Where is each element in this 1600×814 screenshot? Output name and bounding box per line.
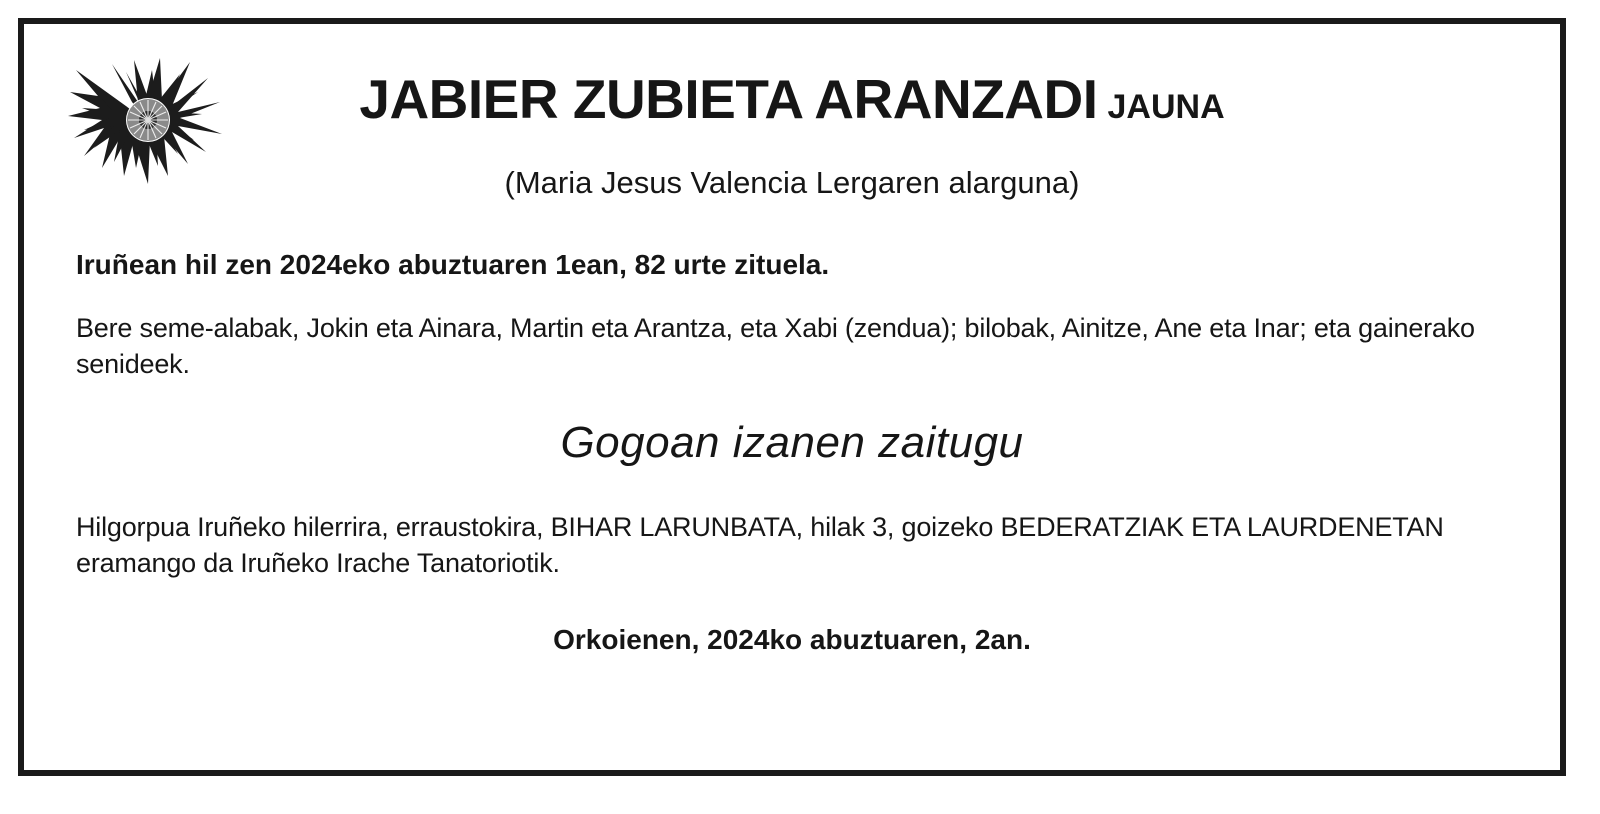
place-and-date: Orkoienen, 2024ko abuztuaren, 2an. <box>553 623 1031 655</box>
funeral-details: Hilgorpua Iruñeko hilerrira, erraustokira, BIHAR LARUNBATA, hilak 3, goizeko BEDERATZIAK ETA LAURDENETAN eramango da Iruñeko Irache Tanatoriotik. <box>76 512 1444 578</box>
memorial-phrase: Gogoan izanen zaitugu <box>560 418 1024 468</box>
death-announcement: Iruñean hil zen 2024eko abuztuaren 1ean, 82 urte zituela. <box>76 249 830 280</box>
honorific-suffix: JAUNA <box>1107 88 1225 126</box>
family-list: Bere seme-alabak, Jokin eta Ainara, Martin eta Arantza, eta Xabi (zendua); bilobak, Ainitze, Ane eta Inar; eta gainerako senideek. <box>76 313 1475 379</box>
spouse-line: (Maria Jesus Valencia Lergaren alarguna) <box>504 165 1080 200</box>
deceased-name: JABIER ZUBIETA ARANZADI <box>359 68 1098 130</box>
obituary-notice <box>18 18 1566 776</box>
thistle-flower-icon <box>64 52 232 192</box>
notice-inner <box>24 24 1560 770</box>
deceased-name-line <box>76 34 1508 130</box>
